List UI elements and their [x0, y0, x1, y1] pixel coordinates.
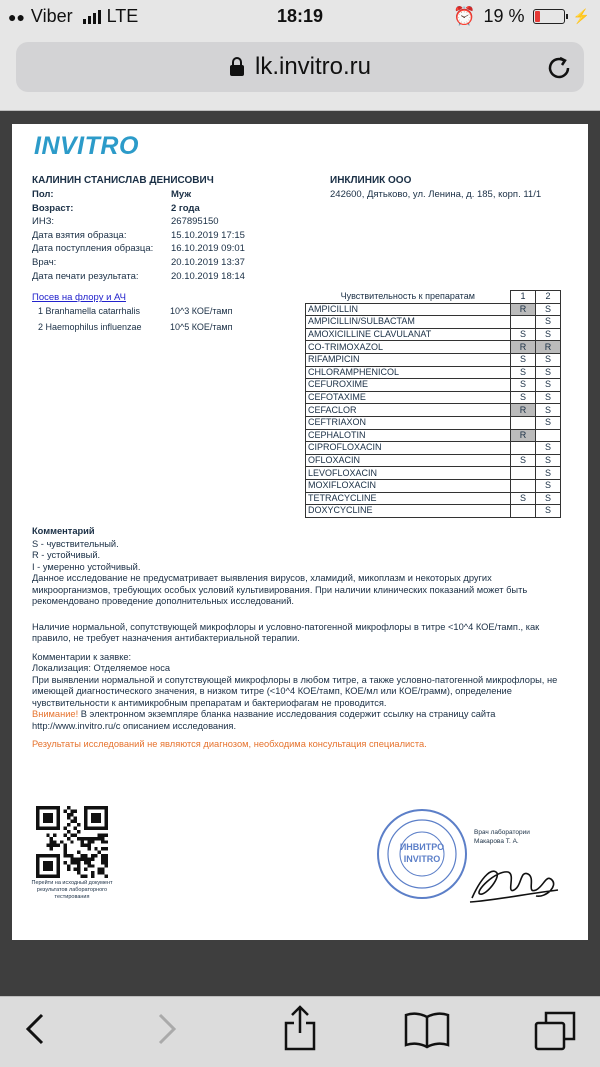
table-row	[306, 404, 561, 417]
forward-icon[interactable]	[154, 1013, 180, 1045]
table-row	[306, 442, 561, 455]
table-row	[306, 492, 561, 505]
drug-name: DOXYCYCLINE	[306, 505, 511, 518]
drug-name: AMOXICILLINE CLAVULANAT	[306, 328, 511, 341]
result-cell-2: S	[536, 366, 561, 379]
network-type: LTE	[106, 6, 139, 26]
table-header-row	[306, 291, 561, 304]
result-cell-2: S	[536, 379, 561, 392]
result-cell-2: R	[536, 341, 561, 354]
lab-address: 242600, Дятьково, ул. Ленина, д. 185, корп. 11/1	[330, 189, 542, 200]
field-value: 20.10.2019 18:14	[171, 270, 245, 282]
col-2-header: 2	[536, 291, 561, 304]
drug-name: OFLOXACIN	[306, 454, 511, 467]
field-label: ИНЗ:	[32, 216, 55, 228]
legend-s: S - чувствительный.	[32, 538, 119, 549]
result-cell-2: S	[536, 454, 561, 467]
carrier: Viber	[30, 6, 73, 26]
col-1-header: 1	[511, 291, 536, 304]
result-cell-2: S	[536, 442, 561, 455]
field-value: Муж	[171, 189, 192, 200]
result-cell-2: S	[536, 479, 561, 492]
battery-icon	[533, 9, 565, 24]
stamp-logo-text: INVITRO	[403, 854, 441, 864]
table-row	[306, 416, 561, 429]
table-row	[306, 505, 561, 518]
result-cell-1: R	[511, 303, 536, 316]
result-cell-2: S	[536, 404, 561, 417]
charging-icon: ⚡	[572, 8, 590, 24]
disclaimer: Результаты исследований не являются диагнозом, необходима консультация специалиста.	[32, 739, 427, 749]
result-cell-2: S	[536, 316, 561, 329]
patient-fields	[32, 189, 245, 284]
result-cell-1: S	[511, 353, 536, 366]
legend-r: R - устойчивый.	[32, 550, 101, 560]
result-cell-1	[511, 467, 536, 480]
result-cell-2: S	[536, 303, 561, 316]
result-cell-1: R	[511, 404, 536, 417]
field-row	[32, 216, 245, 230]
result-cell-1: S	[511, 328, 536, 341]
field-label: Дата печати результата:	[32, 270, 139, 282]
drug-name: TETRACYCLINE	[306, 492, 511, 505]
drug-name: AMPICILLIN	[306, 303, 511, 316]
table-row	[306, 328, 561, 341]
field-value: 15.10.2019 17:15	[171, 229, 245, 241]
drug-name: CEFOTAXIME	[306, 391, 511, 404]
result-cell-1: S	[511, 391, 536, 404]
back-icon[interactable]	[22, 1013, 48, 1045]
localization: Локализация: Отделяемое носа	[32, 663, 171, 673]
browser-toolbar	[0, 996, 600, 1067]
drug-name: CIPROFLOXACIN	[306, 442, 511, 455]
result-cell-1: R	[511, 341, 536, 354]
comment-p2: Наличие нормальной, сопутствующей микрофлоры и условно-патогенной микрофлоры в титре <10^4 КОЕ/тамп., как правило, не требует назначения антибактериальной терапии.	[32, 621, 540, 643]
signature-icon	[466, 850, 562, 910]
field-row	[32, 189, 245, 203]
comment-p1: Данное исследование не предусматривает выявления вирусов, хламидий, микоплазм и некоторых других микроорганизмов, требующих особых условий культивирования. При наличии клинических показаний может быть рекомендовано проведение дополнительных исследований.	[32, 573, 528, 606]
result-cell-1	[511, 442, 536, 455]
drug-name: LEVOFLOXACIN	[306, 467, 511, 480]
table-row	[306, 341, 561, 354]
field-row	[32, 230, 245, 244]
table-header: Чувствительность к препаратам	[306, 291, 511, 304]
battery-level	[535, 11, 540, 22]
table-row	[306, 353, 561, 366]
attention-label: Внимание!	[32, 709, 79, 719]
qr-code-icon[interactable]	[36, 806, 108, 878]
result-cell-1	[511, 316, 536, 329]
table-row	[306, 454, 561, 467]
patient-name: КАЛИНИН СТАНИСЛАВ ДЕНИСОВИЧ	[32, 175, 214, 186]
share-icon[interactable]	[282, 1005, 318, 1051]
clock: 18:19	[276, 6, 324, 26]
organism-2: 2 Haemophilus influenzae 10^5 КОЕ/тамп	[38, 322, 233, 332]
doctor-title: Врач лаборатории	[474, 829, 530, 836]
doctor-name: Макарова Т. А.	[474, 838, 519, 845]
result-cell-1	[511, 505, 536, 518]
invitro-logo: INVITRO	[34, 132, 139, 160]
table-row	[306, 391, 561, 404]
sensitivity-table	[305, 290, 561, 518]
result-cell-1: S	[511, 454, 536, 467]
drug-name: CEFACLOR	[306, 404, 511, 417]
result-cell-1: S	[511, 492, 536, 505]
browser-chrome	[0, 34, 600, 111]
result-cell-2: S	[536, 328, 561, 341]
reload-icon[interactable]	[546, 55, 572, 81]
website-link-text[interactable]: http://www.invitro.ru/с описанием исследования.	[32, 720, 237, 731]
seed-title-link[interactable]: Посев на флору и АЧ	[32, 292, 126, 303]
organism-1: 1 Branhamella catarrhalis 10^3 КОЕ/тамп	[38, 306, 233, 316]
field-row	[32, 257, 245, 271]
qr-caption: Перейти на исходный документ результатов лабораторного тестирования	[31, 880, 113, 900]
comment-title: Комментарий	[32, 526, 95, 536]
field-label: Возраст:	[32, 202, 74, 214]
result-cell-1: R	[511, 429, 536, 442]
result-cell-2: S	[536, 492, 561, 505]
table-row	[306, 366, 561, 379]
field-label: Врач:	[32, 256, 57, 268]
result-cell-2: S	[536, 391, 561, 404]
lab-report	[12, 124, 588, 940]
result-cell-2: S	[536, 353, 561, 366]
drug-name: AMPICILLIN/SULBACTAM	[306, 316, 511, 329]
drug-name: CEFUROXIME	[306, 379, 511, 392]
result-cell-2: S	[536, 467, 561, 480]
result-cell-1	[511, 416, 536, 429]
bookmarks-icon[interactable]	[404, 1011, 450, 1049]
comment-p3: При выявлении нормальной и сопутствующей микрофлоры в любом титре, а также условно-патогенной микрофлоры, не имеющей диагностического значения, в низком титре (<10^4 КОЕ/тамп, КОЕ/мл или КОЕ/грамм), определение чувствительности к антимикробным препаратам и бактериофагам не проводится.	[32, 674, 558, 708]
table-row	[306, 379, 561, 392]
field-value: 16.10.2019 09:01	[171, 243, 245, 255]
drug-name: RIFAMPICIN	[306, 353, 511, 366]
result-cell-2: S	[536, 416, 561, 429]
result-cell-1: S	[511, 379, 536, 392]
table-row	[306, 467, 561, 480]
alarm-icon: ⏰	[453, 6, 476, 26]
drug-name: MOXIFLOXACIN	[306, 479, 511, 492]
result-cell-2	[536, 429, 561, 442]
table-row	[306, 429, 561, 442]
field-row	[32, 271, 245, 285]
lab-name: ИНКЛИНИК ООО	[330, 175, 412, 186]
field-label: Дата взятия образца:	[32, 229, 127, 241]
stamp-text: ИНВИТРО	[399, 842, 445, 852]
field-label: Пол:	[32, 189, 54, 200]
drug-name: CEFTRIAXON	[306, 416, 511, 429]
result-cell-2: S	[536, 505, 561, 518]
address-bar[interactable]	[16, 42, 584, 92]
url-text: lk.invitro.ru	[254, 53, 372, 80]
request-title: Комментарии к заявке:	[32, 651, 132, 662]
status-bar	[0, 0, 600, 34]
table-row	[306, 316, 561, 329]
drug-name: CHLORAMPHENICOL	[306, 366, 511, 379]
lock-icon	[229, 57, 245, 77]
field-value: 2 года	[171, 202, 200, 214]
dot-icon: ●●	[8, 8, 25, 25]
field-row	[32, 243, 245, 257]
tabs-icon[interactable]	[534, 1011, 576, 1051]
legend-i: I - умеренно устойчивый.	[32, 561, 141, 572]
field-row	[32, 203, 245, 217]
doctor-block	[474, 828, 530, 846]
comment-section	[32, 526, 572, 751]
table-row	[306, 479, 561, 492]
field-value: 20.10.2019 13:37	[171, 256, 245, 268]
result-cell-1: S	[511, 366, 536, 379]
field-label: Дата поступления образца:	[32, 243, 154, 255]
drug-name: CEPHALOTIN	[306, 429, 511, 442]
field-value: 267895150	[171, 216, 219, 228]
battery-percent: 19 %	[483, 6, 525, 26]
result-cell-1	[511, 479, 536, 492]
table-row	[306, 303, 561, 316]
comment-p4: Внимание! В электронном экземпляре бланка название исследования содержит ссылку на страницу сайта	[32, 709, 496, 719]
lab-stamp-icon	[374, 806, 470, 902]
drug-name: CO-TRIMOXAZOL	[306, 341, 511, 354]
